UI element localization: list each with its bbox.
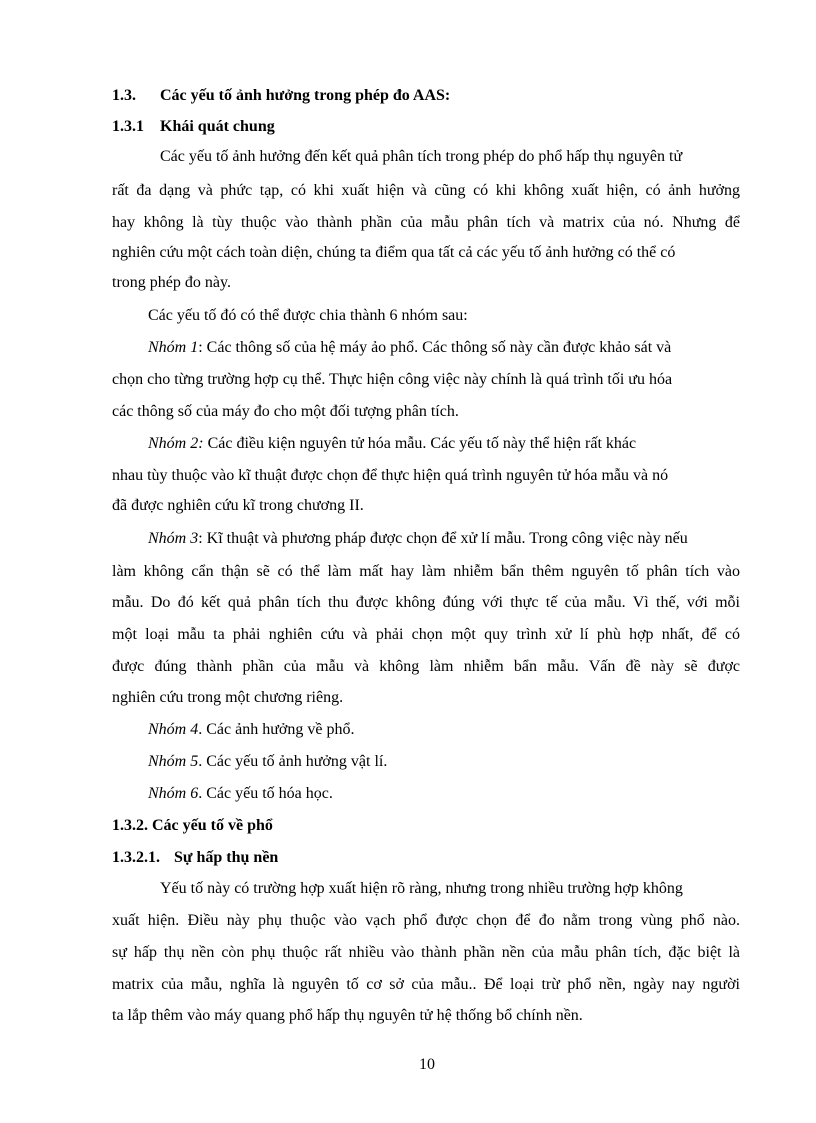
group-6-line bbox=[148, 784, 333, 804]
group-4-line bbox=[148, 720, 354, 740]
paragraph-line: chọn cho từng trường hợp cụ thể. Thực hiện công việc này chính là quá trình tối ưu hóa bbox=[112, 371, 673, 388]
group-label: Nhóm 4 bbox=[148, 721, 199, 738]
paragraph-line: được đúng thành phần của mẫu và không làm nhiễm bẩn mẫu. Vấn đề này sẽ được bbox=[112, 658, 740, 675]
section-number: 1.3.2.1. bbox=[112, 849, 160, 866]
group-label: Nhóm 3 bbox=[148, 530, 199, 547]
paragraph-line: Các yếu tố ảnh hưởng đến kết quả phân tích trong phép do phổ hấp thụ nguyên tử bbox=[160, 148, 683, 165]
group-text: Các điều kiện nguyên tử hóa mẫu. Các yếu tố này thể hiện rất khác bbox=[203, 435, 637, 452]
group-5-line bbox=[148, 752, 387, 772]
paragraph-line: ta lắp thêm vào máy quang phổ hấp thụ nguyên tử hệ thống bổ chính nền. bbox=[112, 1007, 583, 1024]
group-text: . Các yếu tố ảnh hưởng vật lí. bbox=[198, 753, 388, 770]
group-text: : Kĩ thuật và phương pháp được chọn để xử lí mẫu. Trong công việc này nếu bbox=[198, 530, 688, 547]
group-text: : Các thông số của hệ máy ảo phổ. Các thông số này cần được khảo sát và bbox=[198, 339, 672, 356]
paragraph-line: xuất hiện. Điều này phụ thuộc vào vạch phổ được chọn để đo nằm trong vùng phổ nào. bbox=[112, 912, 740, 929]
paragraph-line: làm không cẩn thận sẽ có thể làm mất hay làm nhiễm bẩn thêm nguyên tố phân tích vào bbox=[112, 563, 740, 580]
page-number: 10 bbox=[419, 1056, 435, 1073]
section-title: Khái quát chung bbox=[160, 118, 275, 135]
group-1-first-line bbox=[148, 338, 740, 358]
paragraph-line: Yếu tố này có trường hợp xuất hiện rõ ràng, nhưng trong nhiều trường hợp không bbox=[160, 880, 683, 897]
group-label: Nhóm 2: bbox=[148, 435, 204, 452]
group-label: Nhóm 6 bbox=[148, 785, 199, 802]
paragraph-line: nghiên cứu một cách toàn diện, chúng ta điểm qua tất cả các yếu tố ảnh hưởng có thể có bbox=[112, 244, 676, 261]
section-title: Các yếu tố ảnh hưởng trong phép đo AAS: bbox=[160, 87, 451, 104]
section-title: Sự hấp thụ nền bbox=[174, 849, 279, 866]
group-label: Nhóm 1 bbox=[148, 339, 199, 356]
group-text: . Các yếu tố hóa học. bbox=[198, 785, 333, 802]
group-text: . Các ảnh hưởng về phổ. bbox=[198, 721, 355, 738]
paragraph-line: Các yếu tố đó có thể được chia thành 6 nhóm sau: bbox=[148, 307, 468, 324]
paragraph-line: đã được nghiên cứu kĩ trong chương II. bbox=[112, 497, 364, 514]
paragraph-line: một loại mẫu ta phải nghiên cứu và phải chọn một quy trình xử lí phù hợp nhất, để có bbox=[112, 626, 740, 643]
group-2-first-line bbox=[148, 434, 636, 454]
paragraph-line: matrix của mẫu, nghĩa là nguyên tố cơ sở của mẫu.. Để loại trừ phổ nền, ngày nay người bbox=[112, 976, 740, 993]
paragraph-line: mẫu. Do đó kết quả phân tích thu được không đúng với thực tế của mẫu. Vì thế, với mỗi bbox=[112, 594, 740, 611]
paragraph-line: các thông số của máy đo cho một đối tượng phân tích. bbox=[112, 403, 459, 420]
section-number: 1.3. bbox=[112, 87, 136, 104]
paragraph-line: nghiên cứu trong một chương riêng. bbox=[112, 689, 344, 706]
paragraph-line: rất đa dạng và phức tạp, có khi xuất hiện và cũng có khi không xuất hiện, có ảnh hưởng bbox=[112, 182, 740, 199]
group-label: Nhóm 5 bbox=[148, 753, 199, 770]
paragraph-line: nhau tùy thuộc vào kĩ thuật được chọn để thực hiện quá trình nguyên tử hóa mẫu và nó bbox=[112, 467, 669, 484]
paragraph-line: sự hấp thụ nền còn phụ thuộc rất nhiều vào thành phần nền của mẫu phân tích, đặc biệt là bbox=[112, 944, 740, 961]
paragraph-line: trong phép đo này. bbox=[112, 274, 231, 291]
paragraph-line: hay không là tùy thuộc vào thành phần của mẫu phân tích và matrix của nó. Nhưng để bbox=[112, 214, 740, 231]
group-3-first-line bbox=[148, 529, 688, 549]
section-heading-1-3 bbox=[112, 86, 450, 106]
section-heading-1-3-1 bbox=[112, 117, 275, 137]
section-heading-1-3-2-1 bbox=[112, 848, 278, 868]
section-heading-1-3-2: 1.3.2. Các yếu tố về phổ bbox=[112, 817, 273, 834]
section-number: 1.3.1 bbox=[112, 118, 144, 135]
